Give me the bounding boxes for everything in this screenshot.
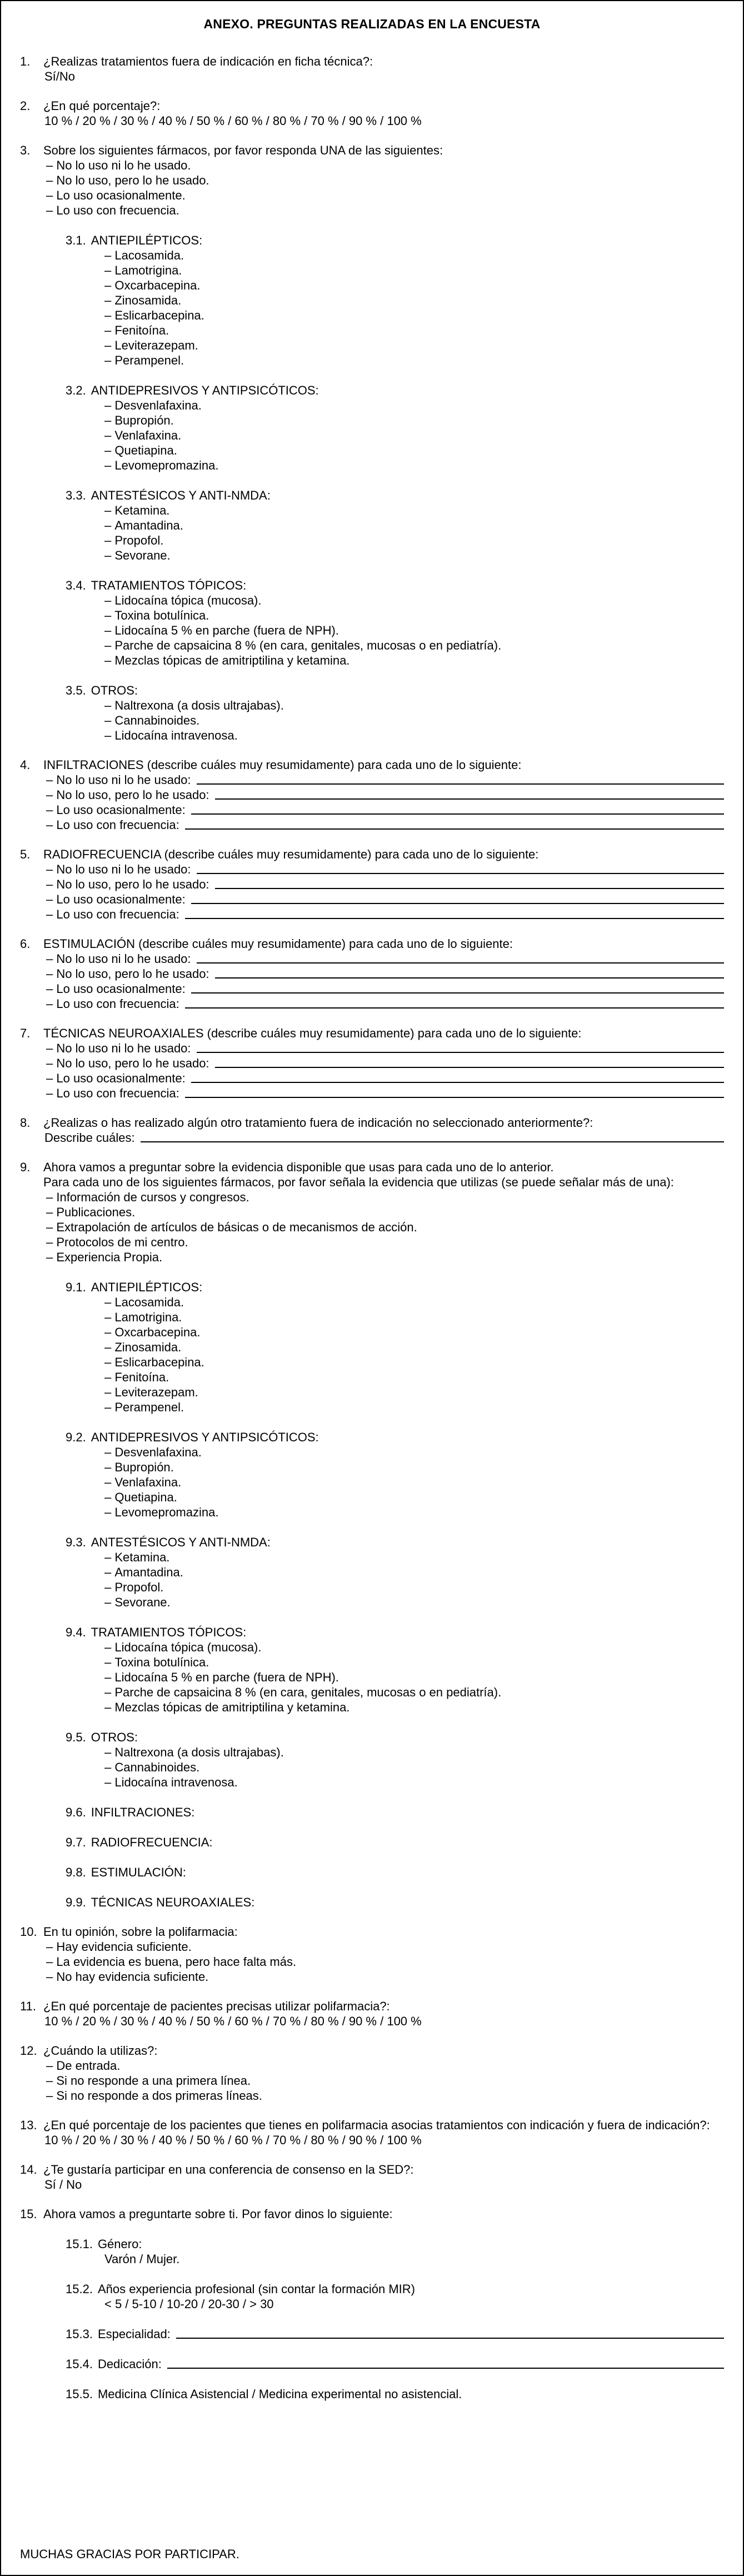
subsection-heading [66, 1895, 724, 1910]
subsection-title: ANTIDEPRESIVOS Y ANTIPSICÓTICOS: [91, 1430, 319, 1444]
dash-item: – Ketamina. [104, 503, 724, 518]
subsection-heading [66, 488, 724, 503]
answer-blank-label: – Lo uso con frecuencia: [46, 1086, 179, 1101]
dash-item: – Fenitoína. [104, 1370, 724, 1385]
dash-item: – Experiencia Propia. [46, 1250, 724, 1265]
subsection [66, 1625, 724, 1715]
dash-item: – Oxcarbacepina. [104, 1325, 724, 1340]
subsection-number: 15.4. [66, 2357, 93, 2371]
subsection-title: TÉCNICAS NEUROAXIALES: [91, 1895, 255, 1909]
question-body [43, 2206, 724, 2402]
subsection-heading [66, 1730, 724, 1745]
subsection [66, 2357, 724, 2372]
answer-blank-row [46, 862, 724, 877]
dash-item: – Parche de capsaicina 8 % (en cara, genitales, mucosas o en pediatría). [104, 1685, 724, 1700]
question-number: 2. [20, 99, 31, 113]
answer-blank-line [197, 873, 724, 874]
answer-blank-row [44, 1130, 724, 1145]
answer-blank-row [46, 787, 724, 802]
subsection-number: 9.3. [66, 1535, 86, 1549]
subsection-title: OTROS: [91, 1730, 138, 1744]
subsection-title: TRATAMIENTOS TÓPICOS: [91, 578, 247, 592]
subsection-heading [66, 1865, 724, 1880]
answer-blank-line [215, 1067, 724, 1068]
answer-blank-row [46, 907, 724, 922]
question-body [43, 1115, 724, 1145]
question-text: ¿Realizas tratamientos fuera de indicación en ficha técnica?: [43, 54, 373, 68]
dash-item: – Mezclas tópicas de amitriptilina y ketamina. [104, 1700, 724, 1715]
subsection-heading [66, 2282, 724, 2297]
subsection [66, 233, 724, 368]
question-number: 13. [20, 2118, 37, 2132]
subsection [66, 2282, 724, 2312]
dash-item: – Leviterazepam. [104, 338, 724, 353]
question-body [43, 1924, 724, 1984]
subsection [66, 683, 724, 743]
dash-item: – Perampenel. [104, 353, 724, 368]
question-body [43, 1999, 724, 2029]
dash-item: – Cannabinoides. [104, 713, 724, 728]
dash-item: – Quetiapina. [104, 1490, 724, 1505]
question-text: ¿En qué porcentaje de los pacientes que tienes en polifarmacia asocias tratamientos con indicación y fuera de indicación?: [43, 2118, 710, 2132]
subsection [66, 1895, 724, 1910]
subsection-heading [66, 1625, 724, 1640]
question-number: 15. [20, 2207, 37, 2221]
dash-item: – Perampenel. [104, 1400, 724, 1415]
dash-item: – Amantadina. [104, 518, 724, 533]
dash-item: – Lo uso con frecuencia. [46, 203, 724, 218]
subsection-number: 9.9. [66, 1895, 86, 1909]
dash-item: – Lidocaína tópica (mucosa). [104, 593, 724, 608]
dash-item: – Lo uso ocasionalmente. [46, 188, 724, 203]
dash-item: – Lidocaína 5 % en parche (fuera de NPH). [104, 623, 724, 638]
subsection-number: 9.1. [66, 1280, 86, 1294]
option-line: Varón / Mujer. [104, 2252, 180, 2266]
subsection-title: Género: [97, 2237, 142, 2251]
dash-item: – Lacosamida. [104, 1295, 724, 1310]
subsection-title: Especialidad: [97, 2327, 171, 2341]
question-number: 12. [20, 2044, 37, 2058]
subsection-title: ESTIMULACIÓN: [91, 1865, 186, 1879]
question [20, 1160, 724, 1910]
question [20, 936, 724, 1011]
subsection-title: INFILTRACIONES: [91, 1805, 195, 1819]
answer-blank-line [185, 1097, 724, 1098]
dash-item: – Quetiapina. [104, 443, 724, 458]
subsection-title: ANTIDEPRESIVOS Y ANTIPSICÓTICOS: [91, 383, 319, 397]
subsection [66, 2236, 724, 2267]
dash-item: – Lidocaína intravenosa. [104, 1775, 724, 1790]
answer-blank-label: – No lo uso, pero lo he usado: [46, 1056, 209, 1071]
answer-blank-row [46, 981, 724, 996]
subsection-heading [66, 383, 724, 398]
question [20, 1924, 724, 1984]
dash-item: – Si no responde a dos primeras líneas. [46, 2088, 724, 2103]
subsection-title: OTROS: [91, 683, 138, 697]
dash-item: – Venlafaxina. [104, 1475, 724, 1490]
subsection-heading [66, 1430, 724, 1445]
subsection-title: ANTESTÉSICOS Y ANTI-NMDA: [91, 1535, 271, 1549]
answer-blank-row [46, 1056, 724, 1071]
dash-item: – Mezclas tópicas de amitriptilina y ketamina. [104, 653, 724, 668]
answer-blank-line [191, 903, 724, 904]
footer-text: MUCHAS GRACIAS POR PARTICIPAR. [20, 2547, 239, 2561]
question-body [43, 54, 724, 84]
answer-blank-line [167, 2368, 724, 2369]
dash-item: – Extrapolación de artículos de básicas o de mecanismos de acción. [46, 1220, 724, 1235]
answer-blank-label: – Lo uso con frecuencia: [46, 907, 179, 922]
answer-blank-row [46, 772, 724, 787]
question [20, 2162, 724, 2192]
dash-item: – Lacosamida. [104, 248, 724, 263]
answer-blank-row [46, 951, 724, 966]
question [20, 1999, 724, 2029]
subsection-number: 9.2. [66, 1430, 86, 1444]
dash-item: – Información de cursos y congresos. [46, 1190, 724, 1205]
subsection-number: 3.3. [66, 488, 86, 502]
answer-blank-line [141, 1141, 724, 1142]
dash-item: – Desvenlafaxina. [104, 398, 724, 413]
question-body [43, 1160, 724, 1910]
answer-blank-label: – Lo uso con frecuencia: [46, 996, 179, 1011]
question-number: 7. [20, 1026, 31, 1040]
dash-item: – Propofol. [104, 1580, 724, 1595]
dash-item: – Cannabinoides. [104, 1760, 724, 1775]
question-number: 8. [20, 1116, 31, 1130]
answer-blank-label: – No lo uso ni lo he usado: [46, 1041, 191, 1056]
question-text: En tu opinión, sobre la polifarmacia: [43, 1925, 238, 1939]
dash-item: – Lidocaína 5 % en parche (fuera de NPH). [104, 1670, 724, 1685]
dash-item: – Toxina botulínica. [104, 1655, 724, 1670]
subsection-heading [66, 683, 724, 698]
answer-blank-label: – No lo uso ni lo he usado: [46, 951, 191, 966]
option-line: 10 % / 20 % / 30 % / 40 % / 50 % / 60 % / 70 % / 80 % / 90 % / 100 % [44, 2133, 422, 2147]
subsection-title: TRATAMIENTOS TÓPICOS: [91, 1625, 247, 1639]
subsection [66, 1865, 724, 1880]
dash-item: – Lidocaína intravenosa. [104, 728, 724, 743]
dash-item: – No lo uso, pero lo he usado. [46, 173, 724, 188]
question-number: 4. [20, 758, 31, 772]
dash-item: – Toxina botulínica. [104, 608, 724, 623]
question [20, 143, 724, 743]
question-body [43, 757, 724, 832]
question [20, 54, 724, 84]
question-body [43, 936, 724, 1011]
question [20, 847, 724, 922]
dash-item: – Lamotrigina. [104, 1310, 724, 1325]
subsection-title: ANTIEPILÉPTICOS: [91, 233, 203, 247]
dash-item: – Publicaciones. [46, 1205, 724, 1220]
dash-item: – Lamotrigina. [104, 263, 724, 278]
subsection [66, 2387, 724, 2402]
answer-blank-row [46, 1086, 724, 1101]
answer-blank-line [191, 813, 724, 815]
subsection-number: 3.2. [66, 383, 86, 397]
dash-item: – Parche de capsaicina 8 % (en cara, genitales, mucosas o en pediatría). [104, 638, 724, 653]
question [20, 1115, 724, 1145]
dash-item: – Levomepromazina. [104, 458, 724, 473]
question-text: Ahora vamos a preguntar sobre la evidencia disponible que usas para cada uno de lo anterior. [43, 1160, 554, 1174]
answer-blank-row [46, 892, 724, 907]
dash-item: – Zinosamida. [104, 1340, 724, 1355]
answer-blank-row [46, 802, 724, 817]
answer-blank-row [46, 996, 724, 1011]
dash-item: – No hay evidencia suficiente. [46, 1969, 724, 1984]
question-text: ¿Te gustaría participar en una conferencia de consenso en la SED?: [43, 2163, 414, 2176]
subsection-heading [66, 2236, 724, 2251]
dash-item: – Sevorane. [104, 548, 724, 563]
question-body [43, 1026, 724, 1101]
answer-blank-line [185, 1007, 724, 1009]
answer-blank-line [191, 992, 724, 994]
answer-blank-line [185, 828, 724, 830]
subsection-heading [66, 1835, 724, 1850]
answer-blank-label: – Lo uso ocasionalmente: [46, 802, 186, 817]
subsection-heading [66, 233, 724, 248]
question-number: 10. [20, 1925, 37, 1939]
answer-blank-label: – Lo uso ocasionalmente: [46, 892, 186, 907]
subsection-number: 3.1. [66, 233, 86, 247]
question-body [43, 143, 724, 743]
answer-blank-line [191, 1082, 724, 1083]
answer-blank-row [46, 817, 724, 832]
question-number: 14. [20, 2163, 37, 2176]
question-text: ¿En qué porcentaje?: [43, 99, 161, 113]
subsection [66, 1535, 724, 1610]
dash-item: – Oxcarbacepina. [104, 278, 724, 293]
answer-blank-label: – Lo uso ocasionalmente: [46, 1071, 186, 1086]
dash-item: – Protocolos de mi centro. [46, 1235, 724, 1250]
answer-blank-line [215, 798, 724, 800]
question-text: ¿Realizas o has realizado algún otro tratamiento fuera de indicación no seleccionado anteriormente?: [43, 1116, 593, 1130]
dash-item: – Venlafaxina. [104, 428, 724, 443]
subsection-number: 9.5. [66, 1730, 86, 1744]
dash-item: – Propofol. [104, 533, 724, 548]
option-line: Sí / No [44, 2178, 82, 2191]
question [20, 2206, 724, 2402]
question-body [43, 98, 724, 128]
dash-item: – Eslicarbacepina. [104, 1355, 724, 1370]
subsection-title: ANTIEPILÉPTICOS: [91, 1280, 203, 1294]
answer-blank-row [46, 966, 724, 981]
question-number: 1. [20, 54, 31, 68]
subsection-title: Años experiencia profesional (sin contar la formación MIR) [97, 2282, 415, 2296]
subsection [66, 488, 724, 563]
question-body [43, 2043, 724, 2103]
subsection-number: 9.8. [66, 1865, 86, 1879]
option-line: < 5 / 5-10 / 10-20 / 20-30 / > 30 [104, 2297, 274, 2311]
dash-item: – Naltrexona (a dosis ultrajabas). [104, 698, 724, 713]
answer-blank-row [46, 1041, 724, 1056]
questions-list [20, 54, 724, 2416]
answer-blank-label: – Lo uso con frecuencia: [46, 817, 179, 832]
subsection-number: 15.3. [66, 2327, 93, 2341]
dash-item: – Amantadina. [104, 1565, 724, 1580]
subsection [66, 1730, 724, 1790]
subsection-number: 15.1. [66, 2237, 93, 2251]
subsection-heading [66, 2357, 724, 2372]
question-text: Ahora vamos a preguntarte sobre ti. Por favor dinos lo siguiente: [43, 2207, 393, 2221]
question [20, 98, 724, 128]
subsection [66, 578, 724, 668]
answer-blank-label: – No lo uso ni lo he usado: [46, 862, 191, 877]
question-number: 9. [20, 1160, 31, 1174]
answer-blank-line [185, 918, 724, 919]
answer-blank-label: – No lo uso, pero lo he usado: [46, 966, 209, 981]
dash-item: – No lo uso ni lo he usado. [46, 158, 724, 173]
question-text: RADIOFRECUENCIA (describe cuáles muy resumidamente) para cada uno de lo siguiente: [43, 847, 539, 861]
subsection-heading [66, 2387, 724, 2402]
answer-blank-line [176, 2338, 724, 2339]
subsection-heading [66, 2327, 724, 2342]
subsection-title: ANTESTÉSICOS Y ANTI-NMDA: [91, 488, 271, 502]
answer-blank-line [215, 977, 724, 979]
dash-item: – Sevorane. [104, 1595, 724, 1610]
subsection-number: 9.4. [66, 1625, 86, 1639]
answer-blank-line [197, 962, 724, 963]
option-line: Sí/No [44, 69, 76, 83]
option-line: 10 % / 20 % / 30 % / 40 % / 50 % / 60 % / 80 % / 70 % / 90 % / 100 % [44, 114, 422, 128]
subsection-heading [66, 1805, 724, 1820]
question-text: ¿En qué porcentaje de pacientes precisas utilizar polifarmacia?: [43, 1999, 390, 2013]
question-text: INFILTRACIONES (describe cuáles muy resumidamente) para cada uno de lo siguiente: [43, 758, 522, 772]
answer-blank-label: – No lo uso, pero lo he usado: [46, 787, 209, 802]
dash-item: – Bupropión. [104, 1460, 724, 1475]
subsection-heading [66, 1535, 724, 1550]
question-text: Sobre los siguientes fármacos, por favor responda UNA de las siguientes: [43, 143, 443, 157]
dash-item: – La evidencia es buena, pero hace falta más. [46, 1954, 724, 1969]
answer-blank-row [46, 1071, 724, 1086]
dash-item: – Lidocaína tópica (mucosa). [104, 1640, 724, 1655]
dash-item: – Zinosamida. [104, 293, 724, 308]
question [20, 2043, 724, 2103]
dash-item: – Ketamina. [104, 1550, 724, 1565]
answer-blank-line [197, 783, 724, 785]
dash-item: – Desvenlafaxina. [104, 1445, 724, 1460]
subsection-number: 9.6. [66, 1805, 86, 1819]
answer-blank-line [215, 888, 724, 889]
subsection-title: RADIOFRECUENCIA: [91, 1835, 213, 1849]
subsection [66, 1805, 724, 1820]
subsection [66, 1280, 724, 1415]
question-number: 5. [20, 847, 31, 861]
question-body [43, 847, 724, 922]
subsection-number: 3.5. [66, 683, 86, 697]
dash-item: – Levomepromazina. [104, 1505, 724, 1520]
answer-blank-label: – No lo uso, pero lo he usado: [46, 877, 209, 892]
subsection [66, 383, 724, 473]
dash-item: – De entrada. [46, 2058, 724, 2073]
question-body [43, 2118, 724, 2148]
question [20, 1026, 724, 1101]
question [20, 2118, 724, 2148]
question-text: ESTIMULACIÓN (describe cuáles muy resumidamente) para cada uno de lo siguiente: [43, 937, 513, 951]
question-text: TÉCNICAS NEUROAXIALES (describe cuáles muy resumidamente) para cada uno de lo siguiente: [43, 1026, 582, 1040]
dash-item: – Hay evidencia suficiente. [46, 1939, 724, 1954]
dash-item: – Fenitoína. [104, 323, 724, 338]
question-body [43, 2162, 724, 2192]
dash-item: – Naltrexona (a dosis ultrajabas). [104, 1745, 724, 1760]
dash-item: – Leviterazepam. [104, 1385, 724, 1400]
subsection [66, 1835, 724, 1850]
dash-item: – Eslicarbacepina. [104, 308, 724, 323]
answer-blank-label: – Lo uso ocasionalmente: [46, 981, 186, 996]
subsection [66, 1430, 724, 1520]
answer-blank-label: Describe cuáles: [44, 1131, 135, 1145]
question-number: 6. [20, 937, 31, 951]
question-number: 11. [20, 1999, 36, 2013]
subsection-number: 15.5. [66, 2387, 93, 2401]
subsection-number: 15.2. [66, 2282, 93, 2296]
question-text: ¿Cuándo la utilizas?: [43, 2044, 158, 2058]
dash-item: – Bupropión. [104, 413, 724, 428]
question-number: 3. [20, 143, 31, 157]
subsection-number: 3.4. [66, 578, 86, 592]
page-title: ANEXO. PREGUNTAS REALIZADAS EN LA ENCUESTA [203, 17, 541, 31]
subsection-title: Dedicación: [97, 2357, 162, 2371]
subsection-title: Medicina Clínica Asistencial / Medicina experimental no asistencial. [97, 2387, 462, 2401]
answer-blank-row [46, 877, 724, 892]
answer-blank-line [197, 1052, 724, 1053]
question-text: Para cada uno de los siguientes fármacos, por favor señala la evidencia que utilizas (se puede señalar más de una): [43, 1175, 674, 1189]
option-line: 10 % / 20 % / 30 % / 40 % / 50 % / 60 % / 70 % / 80 % / 90 % / 100 % [44, 2014, 422, 2028]
question [20, 757, 724, 832]
subsection [66, 2327, 724, 2342]
dash-item: – Si no responde a una primera línea. [46, 2073, 724, 2088]
subsection-number: 9.7. [66, 1835, 86, 1849]
answer-blank-label: – No lo uso ni lo he usado: [46, 772, 191, 787]
subsection-heading [66, 578, 724, 593]
subsection-heading [66, 1280, 724, 1295]
